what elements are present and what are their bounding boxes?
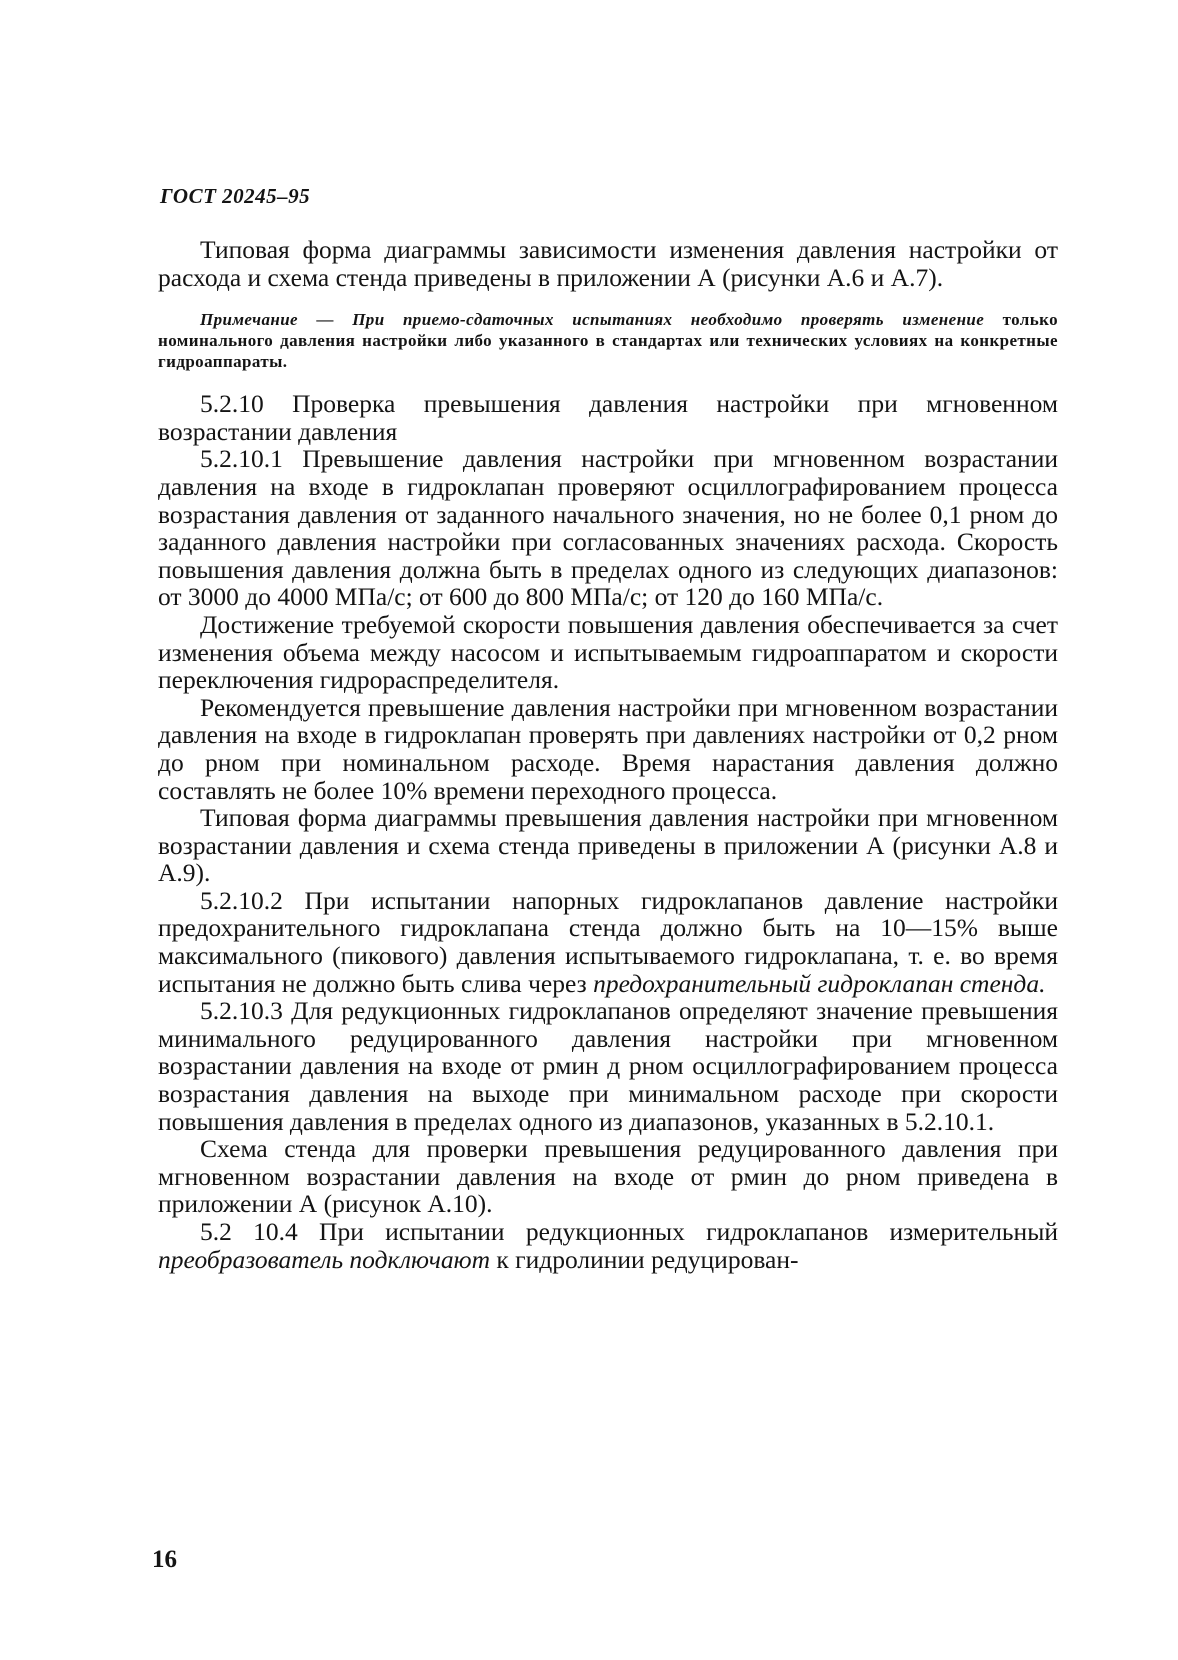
paragraph-speed-achievement: Достижение требуемой скорости повышения давления обеспечивается за счет изменения объема между насосом и испытываемым гидроаппаратом и скорости переключения гидрораспределителя. [158, 609, 1058, 695]
section-5-2-10-4-text: 5.2 10.4 При испытании редукционных гидроклапанов измерительный [200, 1217, 1058, 1246]
paragraph-recommendation: Рекомендуется превышение давления настройки при мгновенном возрастании давления на входе в гидроклапан проверять при давлениях настройки от 0,2 pном до pном при номинальном расходе. Время нарастания давления должно составлять не более 10% времени переходного процесса. [158, 692, 1058, 805]
section-5-2-10-4-end: к гидролинии редуцирован- [490, 1244, 799, 1274]
note-paragraph [158, 309, 1058, 372]
note-text: только номинального давления настройки либо указанного в стандартах или технических условиях на конкретные гидроаппараты. [158, 310, 1058, 372]
paragraph-figures-a8-a9: Типовая форма диаграммы превышения давления настройки при мгновенном возрастании давления и схема стенда приведены в приложении А (рисунки А.8 и А.9). [158, 803, 1058, 888]
note-label: Примечание [200, 310, 299, 330]
paragraph-figure-a10: Схема стенда для проверки превышения редуцированного давления при мгновенном возрастании давления на входе от pмин до pном приведена в приложении А (рисунок А.10). [158, 1134, 1058, 1219]
section-5-2-10-4 [158, 1218, 1058, 1273]
note-dash: — [298, 310, 353, 330]
section-5-2-10-1: 5.2.10.1 Превышение давления настройки при мгновенном возрастании давления на входе в гидроклапан проверяют осциллографированием процесса возрастания давления от заданного начального значения, но не более 0,1 pном до заданного давления настройки при согласованных значениях расхода. Скорость повышения давления должна быть в пределах одного из следующих диапазонов: от 3000 до 4000 МПа/с; от 600 до 800 МПа/с; от 120 до 160 МПа/с. [158, 444, 1058, 612]
section-5-2-10-4-italic: преобразователь подключают [158, 1244, 490, 1274]
standard-header: ГОСТ 20245–95 [160, 184, 311, 208]
section-5-2-10-2-italic: предохранительный гидроклапан стенда. [593, 968, 1046, 998]
section-5-2-10-2 [158, 887, 1058, 997]
paragraph-figures-a6-a7: Типовая форма диаграммы зависимости изменения давления настройки от расхода и схема стенда приведены в приложении А (рисунки А.6 и А.7). [158, 235, 1058, 292]
document-body [158, 236, 1058, 1273]
section-5-2-10-2-text: 5.2.10.2 При испытании напорных гидроклапанов давление настройки предохранительного гидроклапана стенда должно быть на 10—15% выше максимального (пикового) давления испытываемого гидроклапана, т. е. во время испытания не должно быть слива через [158, 885, 1058, 998]
section-5-2-10-3: 5.2.10.3 Для редукционных гидроклапанов определяют значение превышения минимального редуцированного давления настройки при мгновенном возрастании давления на входе от pмин д pном осциллографированием процесса возрастания давления на выходе при минимальном расходе при скорости повышения давления в пределах одного из диапазонов, указанных в 5.2.10.1. [158, 996, 1058, 1136]
section-5-2-10-heading: 5.2.10 Проверка превышения давления настройки при мгновенном возрастании давления [158, 389, 1058, 446]
page-number: 16 [152, 1546, 177, 1573]
note-italic-text: При приемо-сдаточных испытаниях необходимо проверять изменение [352, 310, 985, 330]
